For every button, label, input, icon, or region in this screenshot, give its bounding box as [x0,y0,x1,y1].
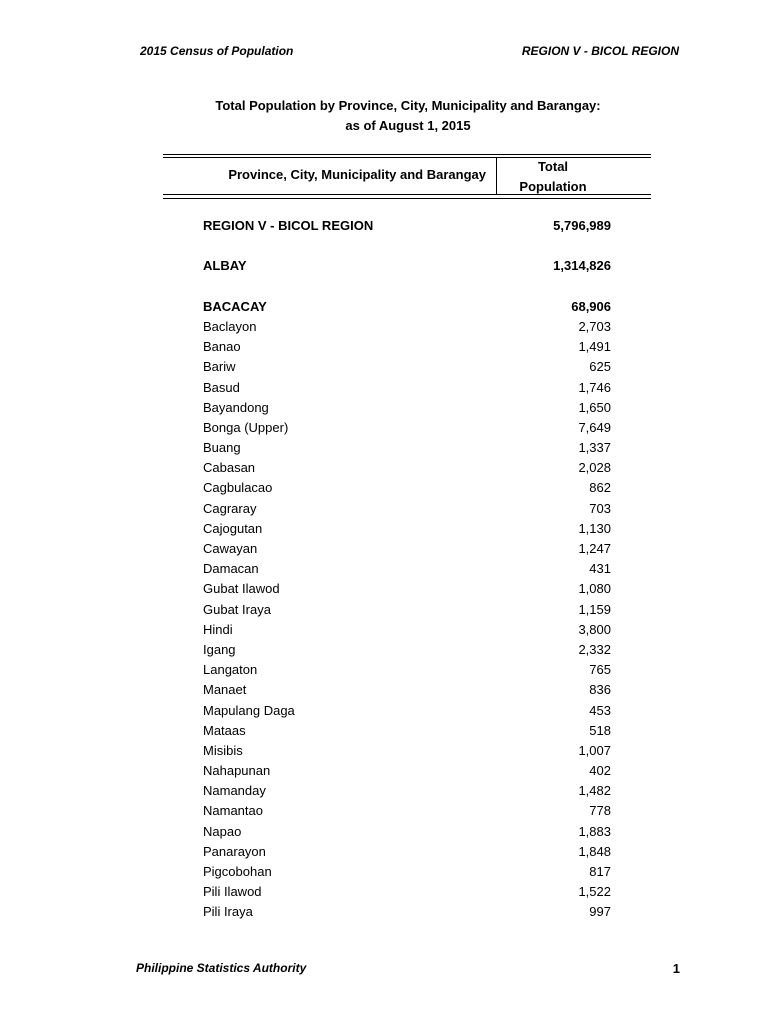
population-value: 68,906 [571,298,611,314]
population-value: 1,848 [578,843,611,859]
population-value: 2,332 [578,641,611,657]
table-row [203,519,611,539]
area-name: Pili Ilawod [203,884,262,900]
table-row [203,842,611,862]
area-name: Mapulang Daga [203,702,295,718]
table-title-line1: Total Population by Province, City, Municipality and Barangay: [215,98,601,113]
area-name: Igang [203,641,236,657]
population-value: 1,522 [578,884,611,900]
area-name: Gubat Ilawod [203,581,280,597]
population-value: 862 [589,480,611,496]
table-row [203,539,611,559]
area-name: Pigcobohan [203,864,272,879]
table-row [203,398,611,418]
table-row [203,620,611,640]
population-value: 7,649 [578,419,611,435]
population-value: 2,028 [578,460,611,476]
population-value: 3,800 [578,621,611,637]
table-row [203,600,611,620]
area-name: Mataas [203,722,246,738]
column-header-area-name: Province, City, Municipality and Barangay [228,167,486,182]
area-name: Bariw [203,359,236,375]
table-row [203,458,611,478]
header-bottom-rule [163,194,651,199]
area-name: Langaton [203,662,258,678]
area-name: Namantao [203,803,263,819]
population-value: 997 [589,904,611,920]
area-name: Hindi [203,621,233,637]
area-name: Cagbulacao [203,480,273,496]
area-name: Misibis [203,742,243,758]
population-value: 1,491 [578,339,611,355]
population-value: 2,703 [578,318,611,334]
population-value: 1,080 [578,581,611,597]
table-header [163,154,651,200]
area-name: Basud [203,379,240,395]
running-header [140,44,679,62]
table-row [203,741,611,761]
population-value: 1,130 [578,520,611,536]
population-value: 1,337 [578,440,611,456]
table-row [203,337,611,357]
table-row [203,357,611,377]
table-row [203,822,611,842]
table-row [203,701,611,721]
population-value: 518 [589,722,611,738]
table-row [203,378,611,398]
page-footer [136,961,680,979]
area-name: Manaet [203,682,247,698]
population-value: 765 [589,662,611,678]
population-value: 1,247 [578,541,611,556]
table-row [203,438,611,458]
population-value: 703 [589,500,611,516]
column-header-total-line1: Total [537,159,569,174]
population-value: 1,883 [578,823,611,839]
table-row [203,781,611,801]
table-row [203,499,611,519]
page-number: 1 [672,961,680,976]
table-row [203,559,611,579]
area-name: ALBAY [203,258,247,274]
population-value: 1,482 [578,783,611,799]
area-name: Pili Iraya [203,904,253,920]
area-name: Nahapunan [203,763,271,779]
population-value: 431 [589,561,611,577]
table-row [203,761,611,781]
population-value: 625 [589,359,611,375]
population-value: 836 [589,682,611,698]
table-row [203,579,611,599]
table-row [203,640,611,660]
table-row [203,862,611,882]
header-census-title: 2015 Census of Population [140,44,294,58]
table-row [203,801,611,821]
population-value: 453 [589,702,611,718]
area-name: Damacan [203,561,259,577]
area-name: Baclayon [203,318,257,334]
table-title-line2: as of August 1, 2015 [345,118,471,133]
table-row [203,297,611,317]
area-name: REGION V - BICOL REGION [203,218,374,233]
population-value: 1,159 [578,601,611,617]
population-value: 5,796,989 [553,218,611,233]
area-name: Cajogutan [203,520,263,536]
area-name: Buang [203,440,241,456]
table-row [203,721,611,741]
area-name: BACACAY [203,298,267,314]
area-name: Napao [203,823,242,839]
population-value: 817 [589,864,611,879]
column-header-total-population [497,157,609,197]
area-name: Banao [203,339,241,355]
population-value: 1,007 [578,742,611,758]
population-value: 402 [589,763,611,779]
population-value: 1,314,826 [553,258,611,274]
population-value: 1,650 [578,399,611,415]
population-value: 778 [589,803,611,819]
column-header-total-line2: Population [519,179,587,194]
table-row [203,902,611,922]
table-row [203,882,611,902]
footer-agency: Philippine Statistics Authority [136,961,307,975]
area-name: Namanday [203,783,266,799]
population-table-body [203,216,611,923]
area-name: Cagraray [203,500,257,516]
area-name: Cabasan [203,460,256,476]
header-region: REGION V - BICOL REGION [521,44,679,58]
table-row [203,216,611,236]
table-row [203,478,611,498]
table-row [203,317,611,337]
area-name: Bayandong [203,399,269,415]
table-row [203,680,611,700]
area-name: Cawayan [203,541,258,556]
table-title [0,96,768,136]
table-row [203,660,611,680]
table-row [203,256,611,276]
population-value: 1,746 [578,379,611,395]
area-name: Bonga (Upper) [203,419,289,435]
area-name: Gubat Iraya [203,601,271,617]
area-name: Panarayon [203,843,266,859]
table-row [203,418,611,438]
